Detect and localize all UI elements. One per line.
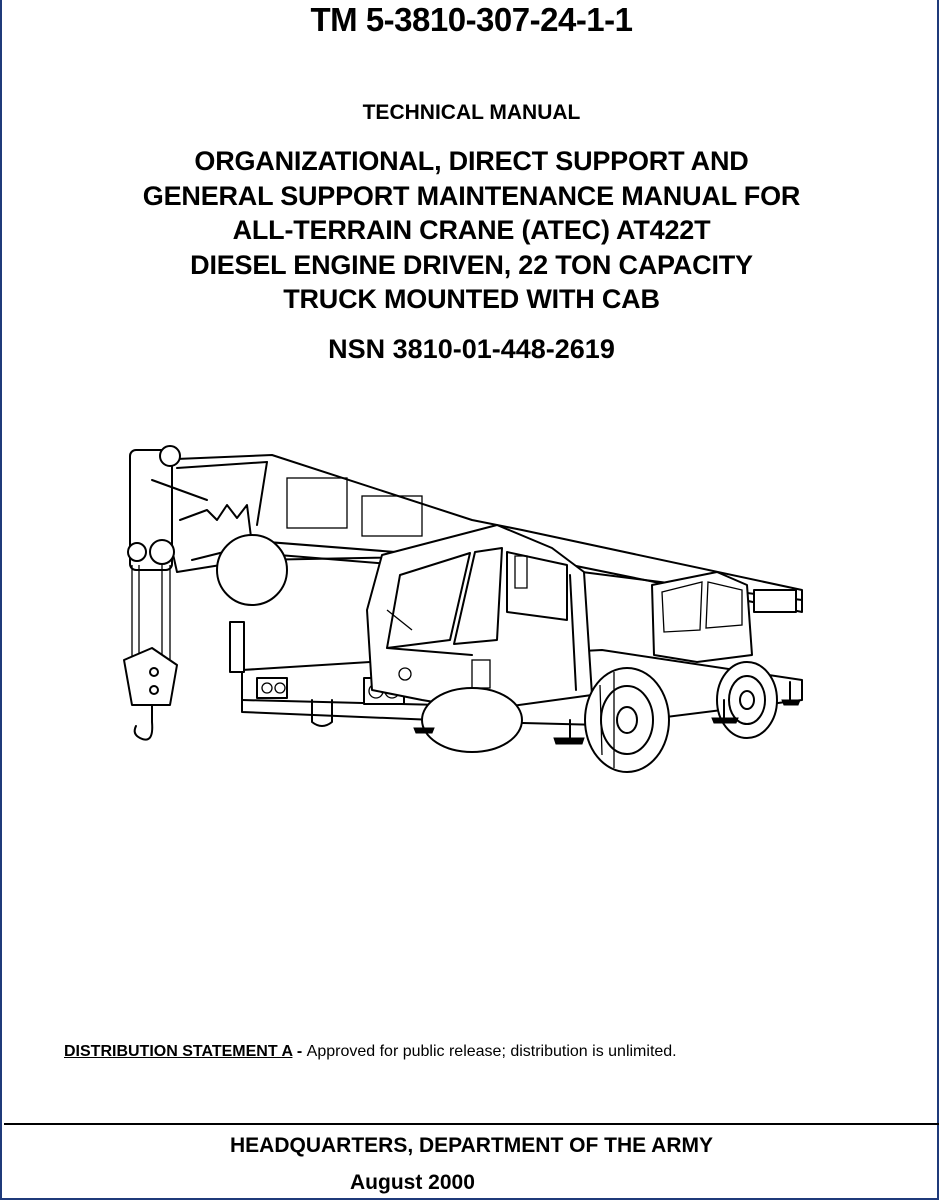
document-type: TECHNICAL MANUAL (362, 101, 581, 124)
manual-title (2, 144, 939, 317)
footer-divider (4, 1123, 939, 1125)
crane-truck-illustration (102, 440, 822, 780)
title-line-1: ORGANIZATIONAL, DIRECT SUPPORT AND (194, 146, 749, 176)
distribution-statement-text: Approved for public release; distribution is unlimited. (306, 1043, 677, 1060)
title-line-4: DIESEL ENGINE DRIVEN, 22 TON CAPACITY (190, 249, 753, 280)
publication-date: August 2000 (350, 1171, 475, 1194)
nsn-number: NSN 3810-01-448-2619 (328, 334, 615, 364)
title-line-5: TRUCK MOUNTED WITH CAB (283, 284, 660, 314)
distribution-separator: - (292, 1043, 307, 1060)
distribution-statement (64, 1042, 677, 1062)
distribution-statement-label: DISTRIBUTION STATEMENT A (64, 1043, 293, 1060)
title-line-3: ALL-TERRAIN CRANE (ATEC) AT422T (232, 215, 711, 245)
tm-number: TM 5-3810-307-24-1-1 (310, 1, 633, 38)
headquarters-line: HEADQUARTERS, DEPARTMENT OF THE ARMY (230, 1134, 713, 1157)
title-line-2: GENERAL SUPPORT MAINTENANCE MANUAL FOR (142, 180, 801, 211)
